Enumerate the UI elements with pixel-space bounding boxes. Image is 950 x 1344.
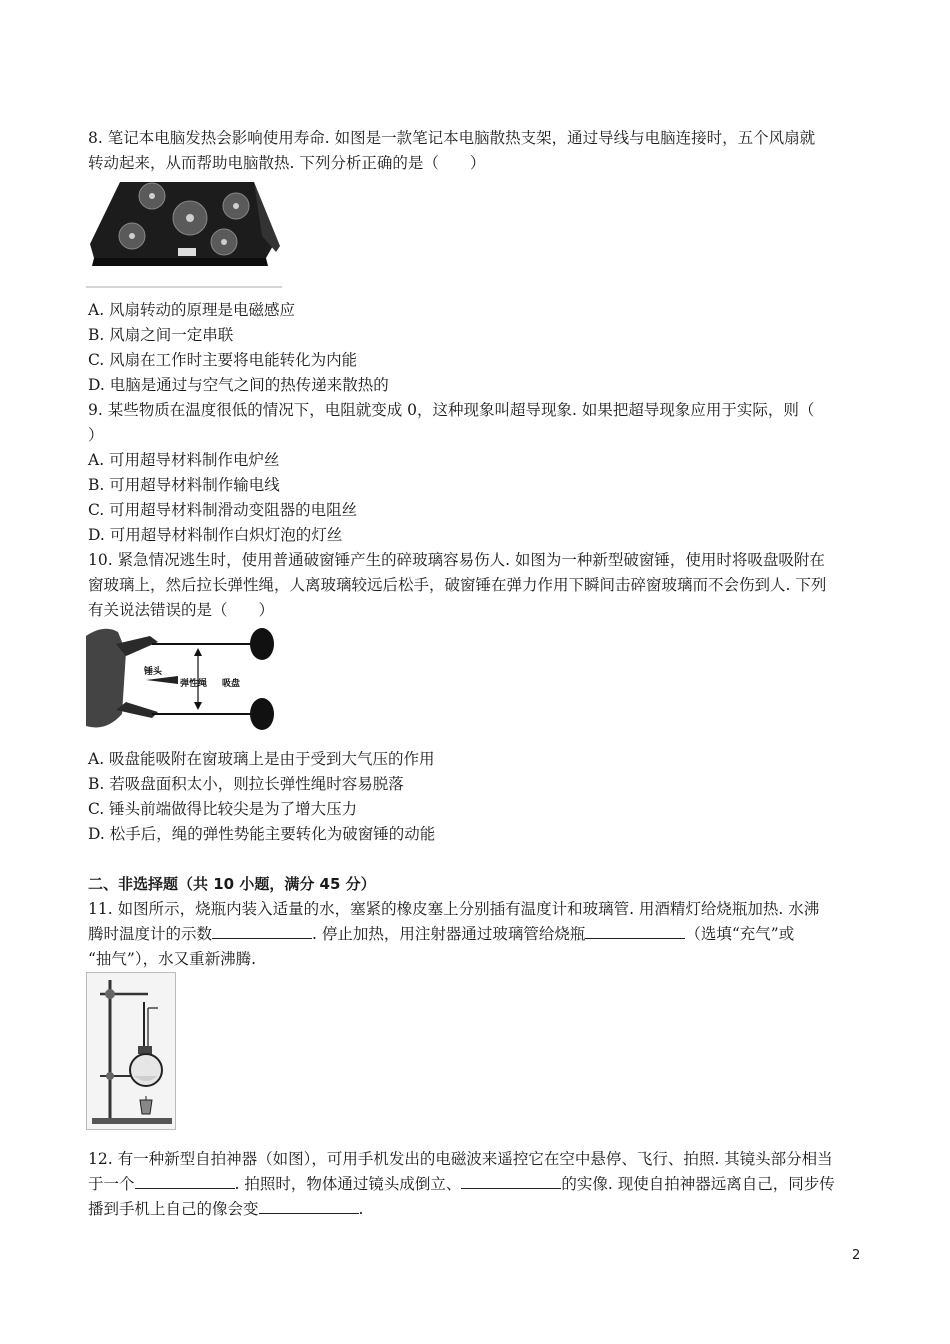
- q9-option-c: C. 可用超导材料制滑动变阻器的电阻丝: [88, 501, 358, 519]
- q8-line2: 转动起来，从而帮助电脑散热. 下列分析正确的是（ ）: [88, 154, 486, 172]
- q8-option-b: B. 风扇之间一定串联: [88, 326, 234, 344]
- q10-option-b: B. 若吸盘面积太小，则拉长弹性绳时容易脱落: [88, 775, 404, 793]
- q12-text-b: . 拍照时，物体通过镜头成倒立、: [234, 1175, 462, 1193]
- q10-option-c: C. 锤头前端做得比较尖是为了增大压力: [88, 800, 358, 818]
- q12-text-d: 播到手机上自己的像会变: [88, 1200, 259, 1218]
- q11-text-b: . 停止加热，用注射器通过玻璃管给烧瓶: [312, 925, 586, 943]
- q11-line2: [88, 924, 794, 944]
- q8-line1: 8. 笔记本电脑发热会影响使用寿命. 如图是一款笔记本电脑散热支架，通过导线与电脑连接时，五个风扇就: [88, 129, 816, 147]
- q12-blank-3[interactable]: [259, 1199, 359, 1214]
- q10-line2: 窗玻璃上，然后拉长弹性绳，人离玻璃较远后松手，破窗锤在弹力作用下瞬间击碎窗玻璃而不会伤到人. 下列: [88, 576, 827, 594]
- q9-option-d: D. 可用超导材料制作白炽灯泡的灯丝: [88, 526, 343, 544]
- q12-blank-1[interactable]: [135, 1174, 235, 1189]
- q11-text-a: 腾时温度计的示数: [88, 925, 213, 943]
- q11-line3: “抽气”），水又重新沸腾.: [88, 950, 257, 968]
- q8-option-c: C. 风扇在工作时主要将电能转化为内能: [88, 351, 358, 369]
- q12-text-e: .: [358, 1200, 364, 1218]
- q11-line1: 11. 如图所示，烧瓶内装入适量的水，塞紧的橡皮塞上分别插有温度计和玻璃管. 用酒精灯给烧瓶加热. 水沸: [88, 900, 820, 918]
- fig-label-rope: 弹性绳: [180, 679, 208, 689]
- q10-line3: 有关说法错误的是（ ）: [88, 601, 275, 619]
- q9-option-b: B. 可用超导材料制作输电线: [88, 476, 280, 494]
- q9-line1: 9. 某些物质在温度很低的情况下，电阻就变成 0，这种现象叫超导现象. 如果把超导现象应用于实际，则（: [88, 401, 815, 419]
- fig-label-hammer: 锤头: [144, 667, 163, 677]
- q10-option-a: A. 吸盘能吸附在窗玻璃上是由于受到大气压的作用: [88, 750, 435, 768]
- q12-text-a: 于一个: [88, 1175, 135, 1193]
- q11-blank-1[interactable]: [212, 924, 312, 939]
- fig-label-sucker: 吸盘: [222, 679, 241, 689]
- q12-line1: 12. 有一种新型自拍神器（如图），可用手机发出的电磁波来遥控它在空中悬停、飞行、拍照. 其镜头部分相当: [88, 1150, 833, 1168]
- laptop-cooler-figure: [86, 174, 282, 290]
- page-number: 2: [852, 1248, 861, 1263]
- section-title: 二、非选择题（共 10 小题，满分 45 分）: [88, 875, 376, 893]
- q12-line2: [88, 1174, 835, 1194]
- q12-line3: [88, 1199, 363, 1219]
- q8-option-d: D. 电脑是通过与空气之间的热传递来散热的: [88, 376, 389, 394]
- q11-blank-2[interactable]: [585, 924, 685, 939]
- q9-option-a: A. 可用超导材料制作电炉丝: [88, 451, 280, 469]
- q10-line1: 10. 紧急情况逃生时，使用普通破窗锤产生的碎玻璃容易伤人. 如图为一种新型破窗锤，使用时将吸盘吸附在: [88, 551, 825, 569]
- q12-blank-2[interactable]: [461, 1174, 561, 1189]
- flask-apparatus-figure: [86, 972, 176, 1130]
- q11-text-c: （选填“充气”或: [685, 925, 795, 943]
- q10-option-d: D. 松手后，绳的弹性势能主要转化为破窗锤的动能: [88, 825, 436, 843]
- q8-option-a: A. 风扇转动的原理是电磁感应: [88, 301, 296, 319]
- glass-breaker-figure: [86, 622, 276, 738]
- q9-line2: ）: [88, 426, 104, 444]
- q12-text-c: 的实像. 现使自拍神器远离自己，同步传: [561, 1175, 835, 1193]
